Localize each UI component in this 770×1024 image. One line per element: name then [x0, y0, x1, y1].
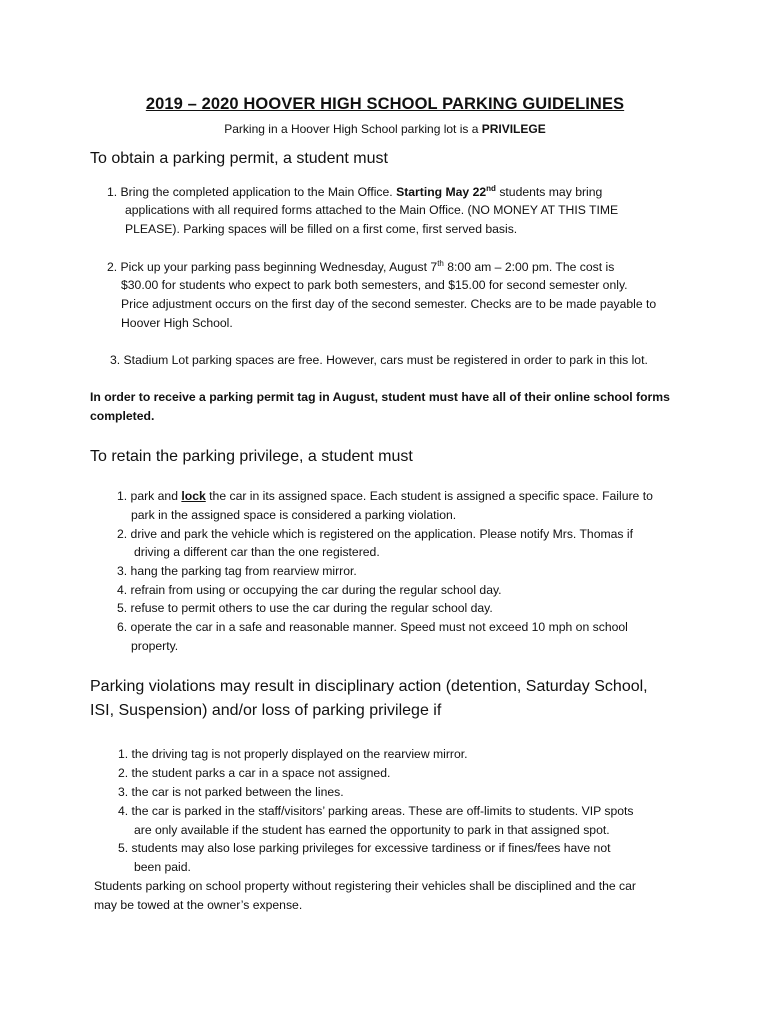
obtain-item-1-line-3: PLEASE). Parking spaces will be filled on a first come, first served basis.: [125, 222, 518, 236]
obtain-item-2-line-3: Price adjustment occurs on the first day of the second semester. Checks are to be made payable to: [121, 297, 657, 311]
violation-item-4-line-1: 4. the car is parked in the staff/visitors’ parking areas. These are off-limits to students. VIP spots: [118, 804, 634, 818]
obtain-item-2-sup: th: [437, 259, 444, 268]
retain-item-1-suffix: the car in its assigned space. Each student is assigned a specific space. Failure to: [205, 489, 653, 503]
obtain-item-1-start-date: Starting May 22: [396, 185, 487, 200]
retain-item-4: 4. refrain from using or occupying the car during the regular school day.: [117, 583, 502, 597]
obtain-note-line-1: In order to receive a parking permit tag in August, student must have all of their online school forms: [90, 390, 670, 404]
obtain-item-2-line-1: [107, 259, 614, 274]
retain-item-1-lock: lock: [181, 489, 206, 503]
obtain-item-2-line-4: Hoover High School.: [121, 316, 233, 330]
obtain-item-3: 3. Stadium Lot parking spaces are free. However, cars must be registered in order to park in this lot.: [110, 353, 648, 367]
retain-item-1-text: 1. park and: [117, 489, 182, 503]
obtain-item-1-suffix: students may bring: [495, 185, 603, 200]
violation-item-5-line-2: been paid.: [134, 860, 191, 874]
retain-item-6-line-1: 6. operate the car in a safe and reasonable manner. Speed must not exceed 10 mph on school: [117, 620, 628, 634]
obtain-item-1-line-2: applications with all required forms attached to the Main Office. (NO MONEY AT THIS TIME: [125, 203, 619, 217]
retain-item-1-line-1: [117, 489, 653, 503]
obtain-item-2-suffix: 8:00 am – 2:00 pm. The cost is: [443, 260, 615, 275]
closing-line-2: may be towed at the owner’s expense.: [94, 898, 303, 912]
subtitle-emphasis: PRIVILEGE: [481, 122, 546, 136]
obtain-item-1-line-1: [107, 184, 602, 199]
retain-item-3: 3. hang the parking tag from rearview mirror.: [117, 564, 357, 578]
obtain-item-1-text: 1. Bring the completed application to the Main Office.: [107, 185, 397, 200]
heading-retain-privilege: To retain the parking privilege, a student must: [90, 448, 413, 465]
obtain-item-1-sup: nd: [486, 184, 496, 193]
violation-item-1: 1. the driving tag is not properly displayed on the rearview mirror.: [118, 747, 468, 761]
obtain-item-2-line-2: $30.00 for students who expect to park both semesters, and $15.00 for second semester only.: [121, 278, 628, 292]
document-subtitle: [0, 122, 770, 136]
violation-item-5-line-1: 5. students may also lose parking privileges for excessive tardiness or if fines/fees have not: [118, 841, 611, 855]
subtitle-text: Parking in a Hoover High School parking lot is a: [224, 122, 482, 136]
retain-item-2-line-1: 2. drive and park the vehicle which is registered on the application. Please notify Mrs. Thomas if: [117, 527, 633, 541]
retain-item-5: 5. refuse to permit others to use the car during the regular school day.: [117, 601, 493, 615]
obtain-note-line-2: completed.: [90, 409, 155, 423]
document-title: 2019 – 2020 HOOVER HIGH SCHOOL PARKING GUIDELINES: [145, 95, 625, 113]
heading-obtain-permit: To obtain a parking permit, a student must: [90, 150, 388, 167]
violation-item-3: 3. the car is not parked between the lines.: [118, 785, 344, 799]
violation-item-4-line-2: are only available if the student has earned the opportunity to park in that assigned spot.: [134, 823, 610, 837]
retain-item-2-line-2: driving a different car than the one registered.: [134, 545, 380, 559]
heading-violations-line-1: Parking violations may result in disciplinary action (detention, Saturday School,: [90, 678, 648, 695]
retain-item-1-line-2: park in the assigned space is considered a parking violation.: [131, 508, 457, 522]
heading-violations-line-2: ISI, Suspension) and/or loss of parking privilege if: [90, 702, 442, 719]
retain-item-6-line-2: property.: [131, 639, 179, 653]
obtain-item-2-text: 2. Pick up your parking pass beginning Wednesday, August 7: [107, 260, 438, 275]
closing-line-1: Students parking on school property without registering their vehicles shall be disciplined and the car: [94, 879, 636, 893]
violation-item-2: 2. the student parks a car in a space not assigned.: [118, 766, 391, 780]
